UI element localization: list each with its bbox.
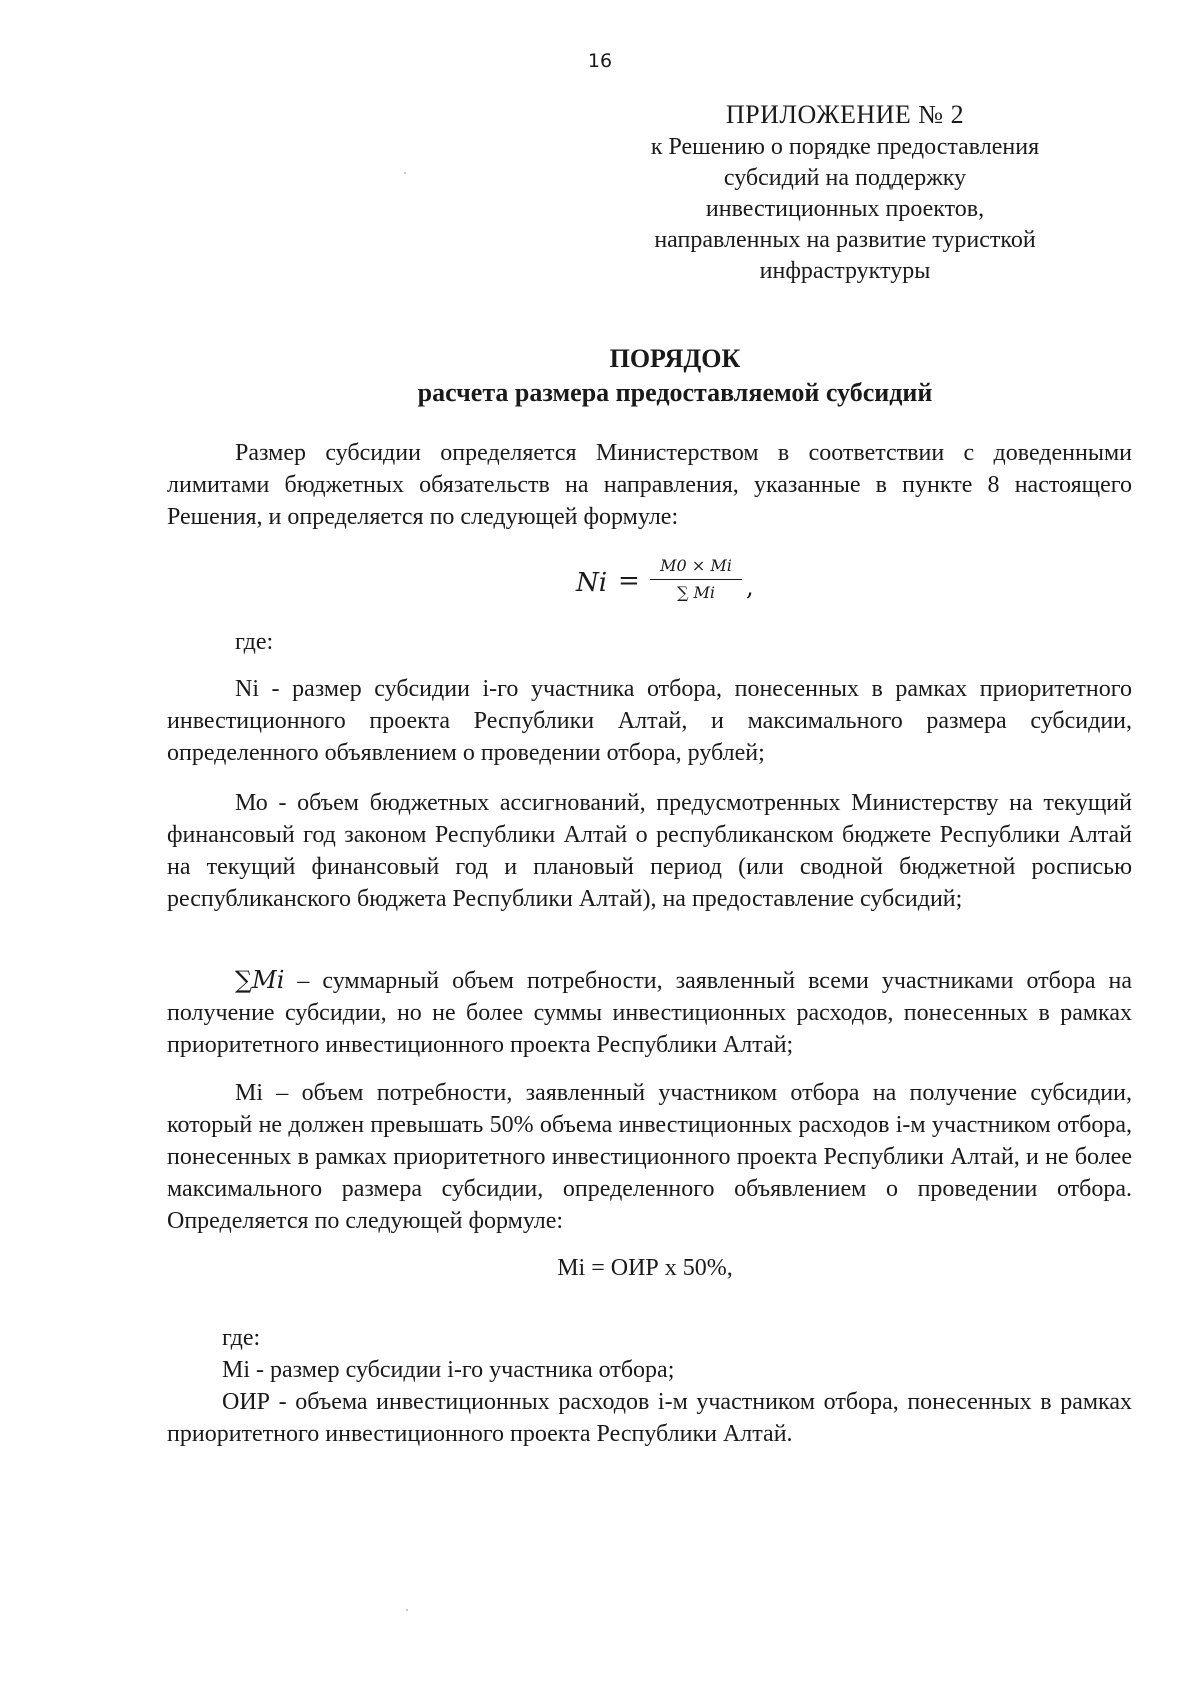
sum-symbol: ∑ <box>676 583 689 602</box>
appendix-line: инвестиционных проектов, <box>705 196 985 222</box>
definition-ni: Ni - размер субсидии i-го участника отбора, понесенных в рамках приоритетного инвестиционного проекта Республики Алтай, и максимального размера субсидии, определенного объявлением о проведении отбора, рублей; <box>167 676 1132 766</box>
appendix-block <box>590 99 1100 287</box>
heading-title: ПОРЯДОК <box>609 344 741 373</box>
formula-fraction <box>650 555 742 604</box>
appendix-line: направленных на развитие туристкой <box>654 227 1036 253</box>
appendix-line: субсидий на поддержку <box>723 165 967 191</box>
definition-mo: Мо - объем бюджетных ассигнований, предусмотренных Министерству на текущий финансовый год законом Республики Алтай о республиканском бюджете Республики Алтай на текущий финансовый год и плановый период (или сводной бюджетной росписью республиканского бюджета Республики Алтай), на предоставление субсидий; <box>167 790 1132 912</box>
where-label-2: где: <box>222 1325 261 1351</box>
appendix-title: ПРИЛОЖЕНИЕ № 2 <box>725 100 965 129</box>
heading-subtitle: расчета размера предоставляемой субсидий <box>417 378 933 407</box>
denominator-term: Mi <box>693 583 715 602</box>
appendix-line: к Решению о порядке предоставления <box>650 134 1040 160</box>
sum-term: Mi <box>252 966 285 994</box>
page-number: 16 <box>587 50 613 72</box>
sum-definition-text: – суммарный объем потребности, заявленный всеми участниками отбора на получение субсидии, но не более суммы инвестиционных расходов, понесенных в рамках приоритетного инвестиционного проекта Республики Алтай; <box>167 968 1132 1058</box>
formula-comma: , <box>746 573 754 601</box>
scan-speck <box>404 172 406 174</box>
definition-oir: ОИР - объема инвестиционных расходов i-м участником отбора, понесенных в рамках приоритетного инвестиционного проекта Республики Алтай. <box>167 1389 1132 1447</box>
appendix-line: инфраструктуры <box>759 258 931 284</box>
definition-mi-short: Mi - размер субсидии i-го участника отбора; <box>222 1357 675 1383</box>
definition-sum-mi <box>167 964 1132 1061</box>
mi-formula: Mi = ОИР х 50%, <box>557 1255 733 1281</box>
formula-lhs: Ni <box>576 568 608 598</box>
formula-numerator: M0 × Mi <box>660 556 732 575</box>
fraction-bar <box>650 579 742 580</box>
intro-paragraph: Размер субсидии определяется Министерством в соответствии с доведенными лимитами бюджетных обязательств на направления, указанные в пункте 8 настоящего Решения, и определяется по следующей формуле: <box>167 440 1132 530</box>
scan-speck <box>406 1609 408 1611</box>
document-heading <box>320 342 1030 410</box>
sum-symbol: ∑ <box>235 966 253 994</box>
where-label: где: <box>235 629 274 655</box>
formula-equals: = <box>618 566 640 596</box>
formula-denominator <box>650 582 742 604</box>
definition-mi: Mi – объем потребности, заявленный участником отбора на получение субсидии, который не должен превышать 50% объема инвестиционных расходов i-м участником отбора, понесенных в рамках приоритетного инвестиционного проекта Республики Алтай, и не более максимального размера субсидии, определенного объявлением о проведении отбора. Определяется по следующей формуле: <box>167 1080 1132 1234</box>
